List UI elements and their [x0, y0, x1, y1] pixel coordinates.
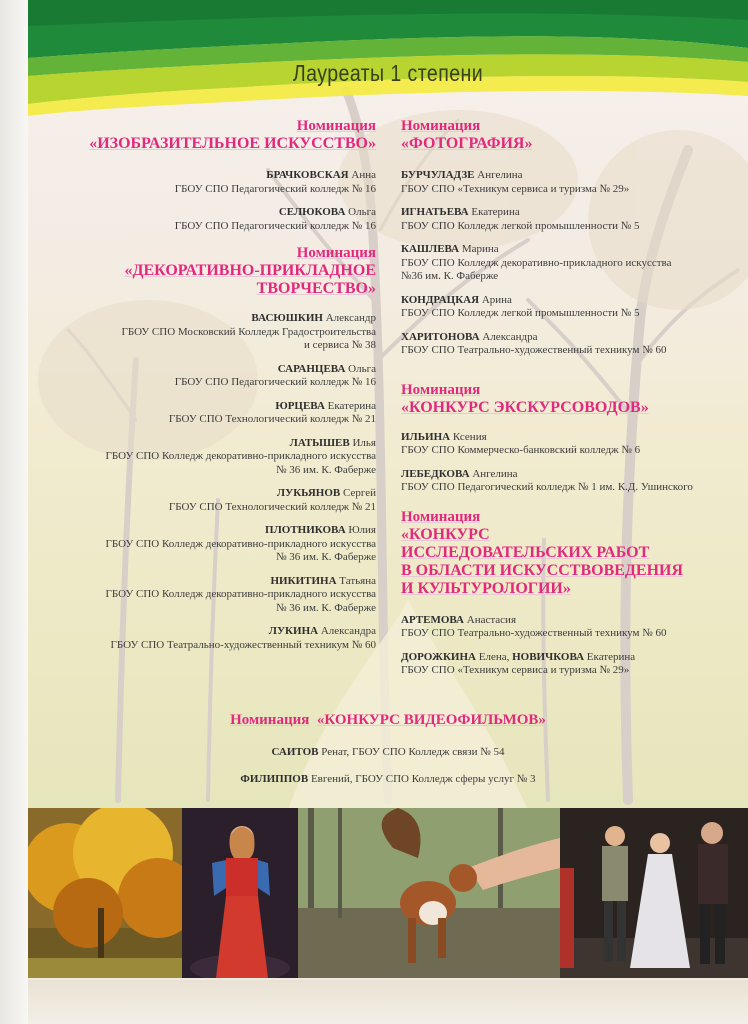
laureate-entry: САИТОВ Ренат, ГБОУ СПО Колледж связи № 54 [271, 746, 505, 758]
laureate-entry: ДОРОЖКИНА Елена, НОВИЧКОВА Екатерина ГБОУ СПО «Техникум сервиса и туризма № 29» [401, 650, 636, 676]
laureate-entry: ЛЕБЕДКОВА Ангелина ГБОУ СПО Педагогический колледж № 1 им. К.Д. Ушинского [401, 467, 693, 493]
theatre-photo [560, 808, 748, 978]
nomination-label: Номинация [401, 508, 481, 525]
nomination-title-fine-art: «ИЗОБРАЗИТЕЛЬНОЕ ИСКУССТВО» [89, 135, 376, 152]
nomination-video [28, 712, 748, 729]
nomination-title-video: «КОНКУРС ВИДЕОФИЛЬМОВ» [316, 712, 546, 728]
laureate-entry: ВАСЮШКИН Александр ГБОУ СПО Московский Колледж Градостроительства и сервиса № 38 [121, 312, 376, 351]
laureate-entry: САРАНЦЕВА Ольга ГБОУ СПО Педагогический колледж № 16 [174, 362, 376, 388]
nomination-title-research: «КОНКУРС ИССЛЕДОВАТЕЛЬСКИХ РАБОТ В ОБЛАСТИ ИСКУССТВОВЕДЕНИЯ И КУЛЬТУРОЛОГИИ» [401, 525, 684, 597]
laureate-entry: СЕЛЮКОВА Ольга ГБОУ СПО Педагогический колледж № 16 [174, 206, 376, 232]
laureate-entry: КАШЛЕВА Марина ГБОУ СПО Колледж декоративно-прикладного искусства №36 им. К. Фаберже [401, 243, 672, 282]
laureate-entry: АРТЕМОВА Анастасия ГБОУ СПО Театрально-художественный техникум № 60 [401, 613, 667, 639]
photo-strip [28, 808, 748, 986]
nomination-label: Номинация [296, 245, 376, 261]
laureate-entry: ЛУКЬЯНОВ Сергей ГБОУ СПО Технологический колледж № 21 [168, 487, 376, 513]
nomination-title-photography: «ФОТОГРАФИЯ» [401, 135, 533, 152]
laureate-entry: ХАРИТОНОВА Александра ГБОУ СПО Театрально-художественный техникум № 60 [401, 330, 667, 356]
nomination-label: Номинация [401, 118, 481, 134]
nomination-label: Номинация [296, 118, 376, 134]
squirrel-photo [298, 808, 560, 978]
laureate-entry: ПЛОТНИКОВА Юлия ГБОУ СПО Колледж декоративно-прикладного искусства № 36 им. К. Фаберже [105, 524, 376, 563]
page-edge [0, 0, 28, 1024]
nomination-label: Номинация [401, 381, 481, 398]
laureate-entry: НИКИТИНА Татьяна ГБОУ СПО Колледж декоративно-прикладного искусства № 36 им. К. Фаберже [105, 574, 376, 614]
laureate-entry: БРАЧКОВСКАЯ Анна ГБОУ СПО Педагогический колледж № 16 [174, 169, 376, 195]
laureate-entry: КОНДРАЦКАЯ Арина ГБОУ СПО Колледж легкой промышленности № 5 [401, 293, 640, 319]
left-column [46, 118, 376, 652]
brochure-page [28, 0, 748, 1024]
autumn-tree-photo [28, 808, 182, 978]
nomination-label: Номинация [230, 712, 310, 728]
laureate-entry: ИГНАТЬЕВА Екатерина ГБОУ СПО Колледж легкой промышленности № 5 [401, 206, 640, 232]
laureate-entry: ИЛЬИНА Ксения ГБОУ СПО Коммерческо-банковский колледж № 6 [401, 430, 641, 456]
page-title: Лауреаты 1 степени [292, 60, 484, 86]
laureate-entry: БУРЧУЛАДЗЕ Ангелина ГБОУ СПО «Техникум сервиса и туризма № 29» [401, 169, 630, 195]
footer-strip [28, 980, 748, 1024]
video-entries [28, 746, 748, 799]
laureate-entry: ЛУКИНА Александра ГБОУ СПО Театрально-художественный техникум № 60 [110, 625, 376, 651]
nomination-title-decorative: «ДЕКОРАТИВНО-ПРИКЛАДНОЕ ТВОРЧЕСТВО» [124, 262, 376, 297]
laureate-entry: ФИЛИППОВ Евгений, ГБОУ СПО Колледж сферы услуг № 3 [240, 772, 536, 785]
nomination-title-guides: «КОНКУРС ЭКСКУРСОВОДОВ» [401, 398, 649, 416]
right-column [401, 118, 741, 678]
performer-photo [182, 808, 298, 978]
laureate-entry: ЮРЦЕВА Екатерина ГБОУ СПО Технологический колледж № 21 [168, 399, 376, 425]
laureate-entry: ЛАТЫШЕВ Илья ГБОУ СПО Колледж декоративно-прикладного искусства № 36 им. К. Фаберже [105, 436, 376, 476]
